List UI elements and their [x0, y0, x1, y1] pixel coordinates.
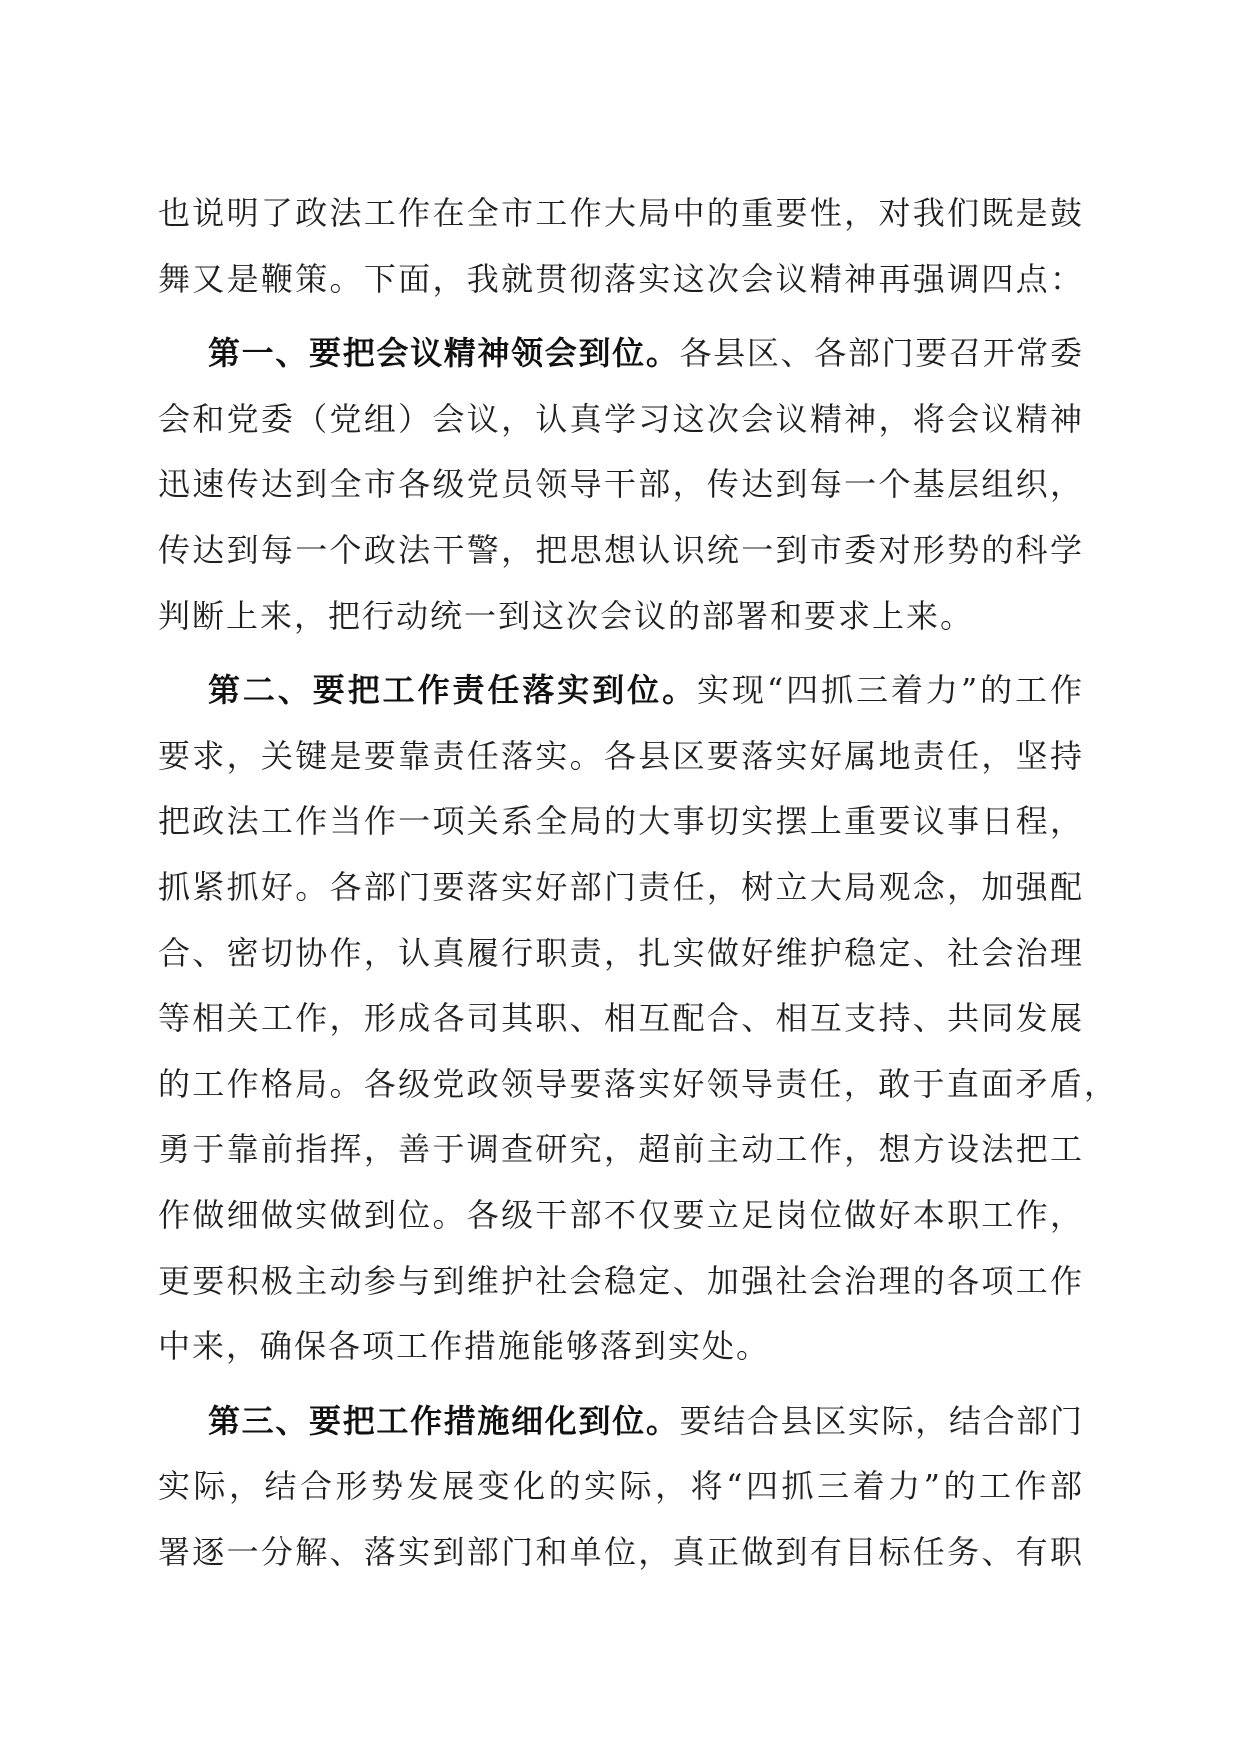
text-line [158, 1389, 1082, 1455]
section-heading: 第二、要把工作责任落实到位。 [208, 671, 698, 710]
paragraph [158, 181, 1082, 312]
text-line: 抓紧抓好。各部门要落实好部门责任，树立大局观念，加强配 [158, 867, 1082, 906]
text-line: 传达到每一个政法干警，把思想认识统一到市委对形势的科学 [158, 530, 1082, 569]
text-line: 实际，结合形势发展变化的实际，将“四抓三着力”的工作部 [158, 1467, 1082, 1506]
paragraph [158, 1389, 1082, 1586]
text-line: 中来，确保各项工作措施能够落到实处。 [158, 1327, 771, 1366]
document-body [158, 181, 1116, 1585]
text-line [158, 321, 1082, 387]
text-segment: 要结合县区实际，结合部门 [679, 1401, 1082, 1440]
text-line [158, 658, 1082, 724]
text-line: 更要积极主动参与到维护社会稳定、加强社会治理的各项工作 [158, 1261, 1082, 1300]
text-line: 判断上来，把行动统一到这次会议的部署和要求上来。 [158, 596, 975, 635]
section-heading: 第一、要把会议精神领会到位。 [208, 334, 680, 373]
text-line: 勇于靠前指挥，善于调查研究，超前主动工作，想方设法把工 [158, 1130, 1082, 1169]
text-line: 也说明了政法工作在全市工作大局中的重要性，对我们既是鼓 [158, 194, 1082, 232]
paragraph [158, 321, 1082, 649]
text-line: 署逐一分解、落实到部门和单位，真正做到有目标任务、有职 [158, 1532, 1082, 1571]
text-line: 合、密切协作，认真履行职责，扎实做好维护稳定、社会治理 [158, 933, 1082, 972]
text-line: 要求，关键是要靠责任落实。各县区要落实好属地责任，坚持 [158, 736, 1082, 775]
section-heading: 第三、要把工作措施细化到位。 [208, 1401, 680, 1440]
text-line: 舞又是鞭策。下面，我就贯彻落实这次会议精神再强调四点： [158, 259, 1082, 298]
text-line: 等相关工作，形成各司其职、相互配合、相互支持、共同发展 [158, 999, 1082, 1038]
text-line: 会和党委（党组）会议，认真学习这次会议精神，将会议精神 [158, 399, 1082, 438]
text-line: 迅速传达到全市各级党员领导干部，传达到每一个基层组织， [158, 465, 1082, 504]
text-segment: 实现“四抓三着力”的工作 [697, 671, 1082, 710]
text-line: 的工作格局。各级党政领导要落实好领导责任，敢于直面矛盾， [158, 1064, 1116, 1103]
text-segment: 各县区、各部门要召开常委 [679, 334, 1082, 373]
paragraph [158, 658, 1116, 1380]
text-line: 把政法工作当作一项关系全局的大事切实摆上重要议事日程， [158, 802, 1082, 841]
text-line: 作做细做实做到位。各级干部不仅要立足岗位做好本职工作， [158, 1195, 1082, 1234]
